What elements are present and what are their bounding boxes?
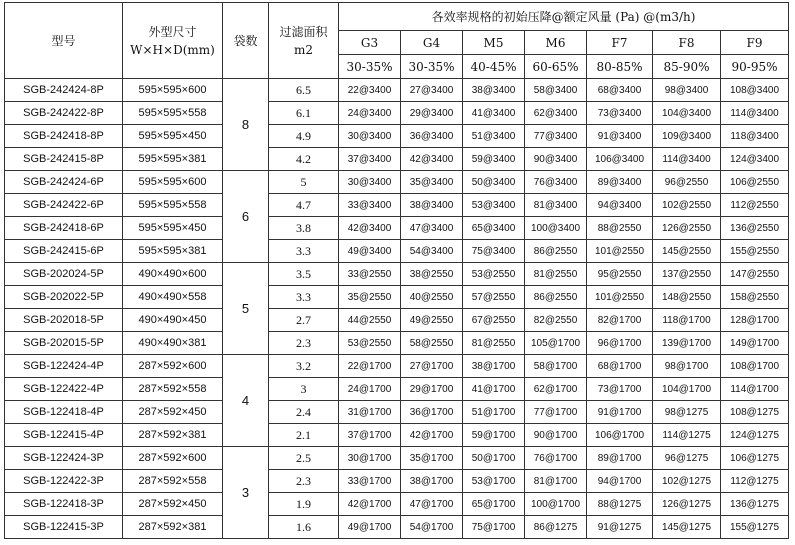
filter-area-cell: 2.3 [269,470,339,493]
pressure-drop-cell-m6: 86@2550 [525,240,587,263]
pressure-drop-cell-f9: 155@2550 [721,240,789,263]
model-cell: SGB-242418-6P [5,217,123,240]
filter-area-cell: 4.7 [269,194,339,217]
pressure-drop-cell-f9: 155@1275 [721,516,789,539]
pressure-drop-cell-f9: 108@1275 [721,401,789,424]
pressure-drop-cell-f9: 118@3400 [721,125,789,148]
pressure-drop-cell-g4: 38@1700 [401,470,463,493]
pressure-drop-cell-g3: 24@1700 [339,378,401,401]
header-bags: 袋数 [223,3,269,79]
grade-name-f9: F9 [721,31,789,55]
pressure-drop-cell-f8: 98@3400 [653,79,721,102]
pressure-drop-cell-g3: 31@1700 [339,401,401,424]
pressure-drop-cell-g3: 42@3400 [339,217,401,240]
pressure-drop-cell-f9: 124@3400 [721,148,789,171]
grade-range-g4: 30-35% [401,55,463,79]
pressure-drop-cell-f7: 88@1275 [587,493,653,516]
pressure-drop-cell-m6: 58@3400 [525,79,587,102]
pressure-drop-cell-f9: 106@1275 [721,447,789,470]
pressure-drop-cell-g4: 38@3400 [401,194,463,217]
pressure-drop-cell-m6: 76@3400 [525,171,587,194]
pressure-drop-cell-g3: 53@2550 [339,332,401,355]
pressure-drop-cell-f7: 106@3400 [587,148,653,171]
pressure-drop-cell-f9: 128@1700 [721,309,789,332]
table-row [5,447,789,470]
pressure-drop-cell-m6: 82@2550 [525,309,587,332]
table-row [5,332,789,355]
model-cell: SGB-122422-4P [5,378,123,401]
pressure-drop-cell-g3: 33@3400 [339,194,401,217]
filter-area-cell: 3.5 [269,263,339,286]
table-row [5,217,789,240]
filter-area-cell: 2.5 [269,447,339,470]
pressure-drop-cell-m5: 59@1700 [463,424,525,447]
table-row [5,148,789,171]
pressure-drop-cell-m6: 105@1700 [525,332,587,355]
filter-area-cell: 4.9 [269,125,339,148]
model-cell: SGB-242415-6P [5,240,123,263]
pressure-drop-cell-f7: 95@2550 [587,263,653,286]
pressure-drop-cell-g3: 49@1700 [339,516,401,539]
model-cell: SGB-242422-8P [5,102,123,125]
pressure-drop-cell-f9: 112@2550 [721,194,789,217]
header-model: 型号 [5,3,123,79]
pressure-drop-cell-m6: 81@2550 [525,263,587,286]
header-area-title: 过滤面积 [279,24,328,39]
pressure-drop-cell-m6: 86@1275 [525,516,587,539]
pressure-drop-cell-f8: 126@1275 [653,493,721,516]
pressure-drop-cell-g4: 47@3400 [401,217,463,240]
pressure-drop-cell-m6: 100@3400 [525,217,587,240]
size-cell: 595×595×558 [123,102,223,125]
grade-range-f8: 85-90% [653,55,721,79]
model-cell: SGB-122415-4P [5,424,123,447]
pressure-drop-cell-f7: 94@1700 [587,470,653,493]
pressure-drop-cell-g4: 36@1700 [401,401,463,424]
pressure-drop-cell-g3: 44@2550 [339,309,401,332]
pressure-drop-cell-m6: 90@3400 [525,148,587,171]
pressure-drop-cell-g3: 37@3400 [339,148,401,171]
filter-area-cell: 2.3 [269,332,339,355]
model-cell: SGB-122424-3P [5,447,123,470]
pressure-drop-cell-f7: 68@3400 [587,79,653,102]
size-cell: 595×595×381 [123,148,223,171]
pressure-drop-cell-f7: 106@1700 [587,424,653,447]
pressure-drop-cell-f8: 104@3400 [653,102,721,125]
bag-count-cell: 3 [223,447,269,539]
pressure-drop-cell-g3: 24@3400 [339,102,401,125]
size-cell: 490×490×450 [123,309,223,332]
pressure-drop-cell-f7: 96@1700 [587,332,653,355]
pressure-drop-cell-m6: 62@3400 [525,102,587,125]
grade-name-m5: M5 [463,31,525,55]
pressure-drop-cell-g3: 22@3400 [339,79,401,102]
pressure-drop-cell-m5: 81@2550 [463,332,525,355]
table-row [5,194,789,217]
pressure-drop-cell-m5: 53@1700 [463,470,525,493]
model-cell: SGB-242424-8P [5,79,123,102]
bag-count-cell: 8 [223,79,269,171]
model-cell: SGB-202022-5P [5,286,123,309]
pressure-drop-cell-f8: 98@1700 [653,355,721,378]
pressure-drop-cell-g4: 36@3400 [401,125,463,148]
pressure-drop-cell-g3: 49@3400 [339,240,401,263]
pressure-drop-cell-g4: 49@2550 [401,309,463,332]
pressure-drop-cell-m5: 41@1700 [463,378,525,401]
filter-area-cell: 5 [269,171,339,194]
pressure-drop-cell-m5: 65@3400 [463,217,525,240]
size-cell: 287×592×558 [123,470,223,493]
pressure-drop-cell-f8: 114@1275 [653,424,721,447]
table-row [5,309,789,332]
pressure-drop-cell-g3: 33@2550 [339,263,401,286]
grade-range-g3: 30-35% [339,55,401,79]
pressure-drop-cell-g3: 30@3400 [339,171,401,194]
pressure-drop-cell-f9: 149@1700 [721,332,789,355]
filter-area-cell: 2.1 [269,424,339,447]
pressure-drop-cell-f7: 91@3400 [587,125,653,148]
pressure-drop-cell-g4: 54@3400 [401,240,463,263]
pressure-drop-cell-g3: 22@1700 [339,355,401,378]
size-cell: 490×490×381 [123,332,223,355]
size-cell: 287×592×381 [123,424,223,447]
model-cell: SGB-122422-3P [5,470,123,493]
table-row [5,102,789,125]
pressure-drop-cell-m5: 41@3400 [463,102,525,125]
pressure-drop-cell-m5: 57@2550 [463,286,525,309]
pressure-drop-cell-f7: 101@2550 [587,240,653,263]
grade-range-m5: 40-45% [463,55,525,79]
pressure-drop-cell-m5: 75@1700 [463,516,525,539]
pressure-drop-cell-f9: 124@1275 [721,424,789,447]
pressure-drop-cell-g3: 30@3400 [339,125,401,148]
size-cell: 595×595×381 [123,240,223,263]
spec-table-wrapper [4,2,789,539]
pressure-drop-cell-m5: 53@2550 [463,263,525,286]
header-area-unit: m2 [293,42,313,57]
header-pressure-drop: 各效率规格的初始压降@额定风量 (Pa) @(m3/h) [339,3,789,31]
model-cell: SGB-202015-5P [5,332,123,355]
bag-count-cell: 4 [223,355,269,447]
pressure-drop-cell-f9: 112@1275 [721,470,789,493]
pressure-drop-cell-g3: 37@1700 [339,424,401,447]
grade-name-g3: G3 [339,31,401,55]
pressure-drop-cell-f8: 137@2550 [653,263,721,286]
size-cell: 287×592×381 [123,516,223,539]
filter-area-cell: 1.6 [269,516,339,539]
pressure-drop-cell-f8: 98@1275 [653,401,721,424]
model-cell: SGB-242422-6P [5,194,123,217]
pressure-drop-cell-g4: 29@1700 [401,378,463,401]
pressure-drop-cell-f7: 73@1700 [587,378,653,401]
pressure-drop-cell-g3: 42@1700 [339,493,401,516]
pressure-drop-cell-f7: 101@2550 [587,286,653,309]
filter-area-cell: 2.4 [269,401,339,424]
model-cell: SGB-122418-4P [5,401,123,424]
grade-range-f7: 80-85% [587,55,653,79]
pressure-drop-cell-f8: 102@2550 [653,194,721,217]
pressure-drop-cell-f9: 106@2550 [721,171,789,194]
table-row [5,424,789,447]
filter-area-cell: 2.7 [269,309,339,332]
model-cell: SGB-242424-6P [5,171,123,194]
pressure-drop-cell-f7: 91@1275 [587,516,653,539]
grade-name-g4: G4 [401,31,463,55]
size-cell: 595×595×600 [123,171,223,194]
pressure-drop-cell-f9: 114@3400 [721,102,789,125]
pressure-drop-cell-m5: 38@3400 [463,79,525,102]
pressure-drop-cell-g4: 27@3400 [401,79,463,102]
pressure-drop-cell-m5: 50@3400 [463,171,525,194]
pressure-drop-cell-f7: 91@1700 [587,401,653,424]
pressure-drop-cell-f7: 82@1700 [587,309,653,332]
table-row [5,125,789,148]
filter-area-cell: 1.9 [269,493,339,516]
filter-area-cell: 4.2 [269,148,339,171]
filter-area-cell: 3 [269,378,339,401]
pressure-drop-cell-f8: 102@1275 [653,470,721,493]
filter-area-cell: 3.2 [269,355,339,378]
pressure-drop-cell-f8: 114@3400 [653,148,721,171]
pressure-drop-cell-m5: 50@1700 [463,447,525,470]
pressure-drop-cell-m6: 81@1700 [525,470,587,493]
size-cell: 287×592×558 [123,378,223,401]
pressure-drop-cell-m5: 53@3400 [463,194,525,217]
pressure-drop-cell-f8: 118@1700 [653,309,721,332]
pressure-drop-cell-f9: 108@3400 [721,79,789,102]
model-cell: SGB-242418-8P [5,125,123,148]
pressure-drop-cell-g4: 47@1700 [401,493,463,516]
table-row [5,263,789,286]
spec-table-body [5,79,789,539]
model-cell: SGB-202018-5P [5,309,123,332]
pressure-drop-cell-g4: 40@2550 [401,286,463,309]
pressure-drop-cell-m6: 58@1700 [525,355,587,378]
filter-spec-table [4,2,789,539]
pressure-drop-cell-f8: 148@2550 [653,286,721,309]
pressure-drop-cell-m5: 38@1700 [463,355,525,378]
grade-range-f9: 90-95% [721,55,789,79]
size-cell: 287×592×600 [123,355,223,378]
grade-name-m6: M6 [525,31,587,55]
bag-count-cell: 6 [223,171,269,263]
pressure-drop-cell-f8: 139@1700 [653,332,721,355]
pressure-drop-cell-f9: 114@1700 [721,378,789,401]
pressure-drop-cell-m5: 75@3400 [463,240,525,263]
table-row [5,470,789,493]
pressure-drop-cell-g4: 54@1700 [401,516,463,539]
model-cell: SGB-122418-3P [5,493,123,516]
filter-area-cell: 6.1 [269,102,339,125]
size-cell: 287×592×450 [123,493,223,516]
size-cell: 490×490×600 [123,263,223,286]
table-row [5,378,789,401]
pressure-drop-cell-f8: 145@2550 [653,240,721,263]
size-cell: 287×592×600 [123,447,223,470]
bag-count-cell: 5 [223,263,269,355]
pressure-drop-cell-f9: 108@1700 [721,355,789,378]
filter-area-cell: 3.8 [269,217,339,240]
filter-area-cell: 3.3 [269,240,339,263]
table-row [5,286,789,309]
table-row [5,516,789,539]
pressure-drop-cell-m6: 77@1700 [525,401,587,424]
pressure-drop-cell-m6: 76@1700 [525,447,587,470]
pressure-drop-cell-f8: 96@2550 [653,171,721,194]
pressure-drop-cell-m6: 77@3400 [525,125,587,148]
header-area [269,3,339,79]
model-cell: SGB-202024-5P [5,263,123,286]
pressure-drop-cell-g4: 42@1700 [401,424,463,447]
grade-name-f8: F8 [653,31,721,55]
pressure-drop-cell-g4: 42@3400 [401,148,463,171]
pressure-drop-cell-g4: 38@2550 [401,263,463,286]
pressure-drop-cell-f7: 88@2550 [587,217,653,240]
pressure-drop-cell-m6: 81@3400 [525,194,587,217]
size-cell: 595×595×558 [123,194,223,217]
pressure-drop-cell-f7: 73@3400 [587,102,653,125]
pressure-drop-cell-g4: 27@1700 [401,355,463,378]
table-row [5,355,789,378]
grade-name-f7: F7 [587,31,653,55]
size-cell: 595×595×450 [123,125,223,148]
table-row [5,401,789,424]
pressure-drop-cell-g4: 29@3400 [401,102,463,125]
table-row [5,171,789,194]
pressure-drop-cell-f9: 136@2550 [721,217,789,240]
table-row [5,240,789,263]
size-cell: 490×490×558 [123,286,223,309]
pressure-drop-cell-m6: 100@1700 [525,493,587,516]
pressure-drop-cell-m5: 51@3400 [463,125,525,148]
pressure-drop-cell-m6: 62@1700 [525,378,587,401]
table-row [5,493,789,516]
pressure-drop-cell-g4: 35@3400 [401,171,463,194]
size-cell: 595×595×600 [123,79,223,102]
pressure-drop-cell-f8: 96@1275 [653,447,721,470]
pressure-drop-cell-m6: 90@1700 [525,424,587,447]
model-cell: SGB-122424-4P [5,355,123,378]
pressure-drop-cell-g4: 58@2550 [401,332,463,355]
header-size-title: 外型尺寸 [148,24,197,39]
pressure-drop-cell-f9: 136@1275 [721,493,789,516]
pressure-drop-cell-f8: 104@1700 [653,378,721,401]
pressure-drop-cell-f8: 109@3400 [653,125,721,148]
pressure-drop-cell-f7: 68@1700 [587,355,653,378]
model-cell: SGB-242415-8P [5,148,123,171]
header-size [123,3,223,79]
pressure-drop-cell-m6: 86@2550 [525,286,587,309]
size-cell: 595×595×450 [123,217,223,240]
filter-area-cell: 3.3 [269,286,339,309]
pressure-drop-cell-g3: 35@2550 [339,286,401,309]
filter-area-cell: 6.5 [269,79,339,102]
pressure-drop-cell-m5: 51@1700 [463,401,525,424]
pressure-drop-cell-f9: 158@2550 [721,286,789,309]
pressure-drop-cell-m5: 65@1700 [463,493,525,516]
pressure-drop-cell-f7: 89@3400 [587,171,653,194]
header-size-unit: W×H×D(mm) [130,42,215,57]
pressure-drop-cell-f8: 145@1275 [653,516,721,539]
pressure-drop-cell-f7: 89@1700 [587,447,653,470]
size-cell: 287×592×450 [123,401,223,424]
pressure-drop-cell-f8: 126@2550 [653,217,721,240]
pressure-drop-cell-g3: 30@1700 [339,447,401,470]
pressure-drop-cell-m5: 67@2550 [463,309,525,332]
pressure-drop-cell-g3: 33@1700 [339,470,401,493]
model-cell: SGB-122415-3P [5,516,123,539]
pressure-drop-cell-f9: 147@2550 [721,263,789,286]
pressure-drop-cell-m5: 59@3400 [463,148,525,171]
table-row [5,79,789,102]
grade-range-m6: 60-65% [525,55,587,79]
pressure-drop-cell-g4: 35@1700 [401,447,463,470]
pressure-drop-cell-f7: 94@3400 [587,194,653,217]
